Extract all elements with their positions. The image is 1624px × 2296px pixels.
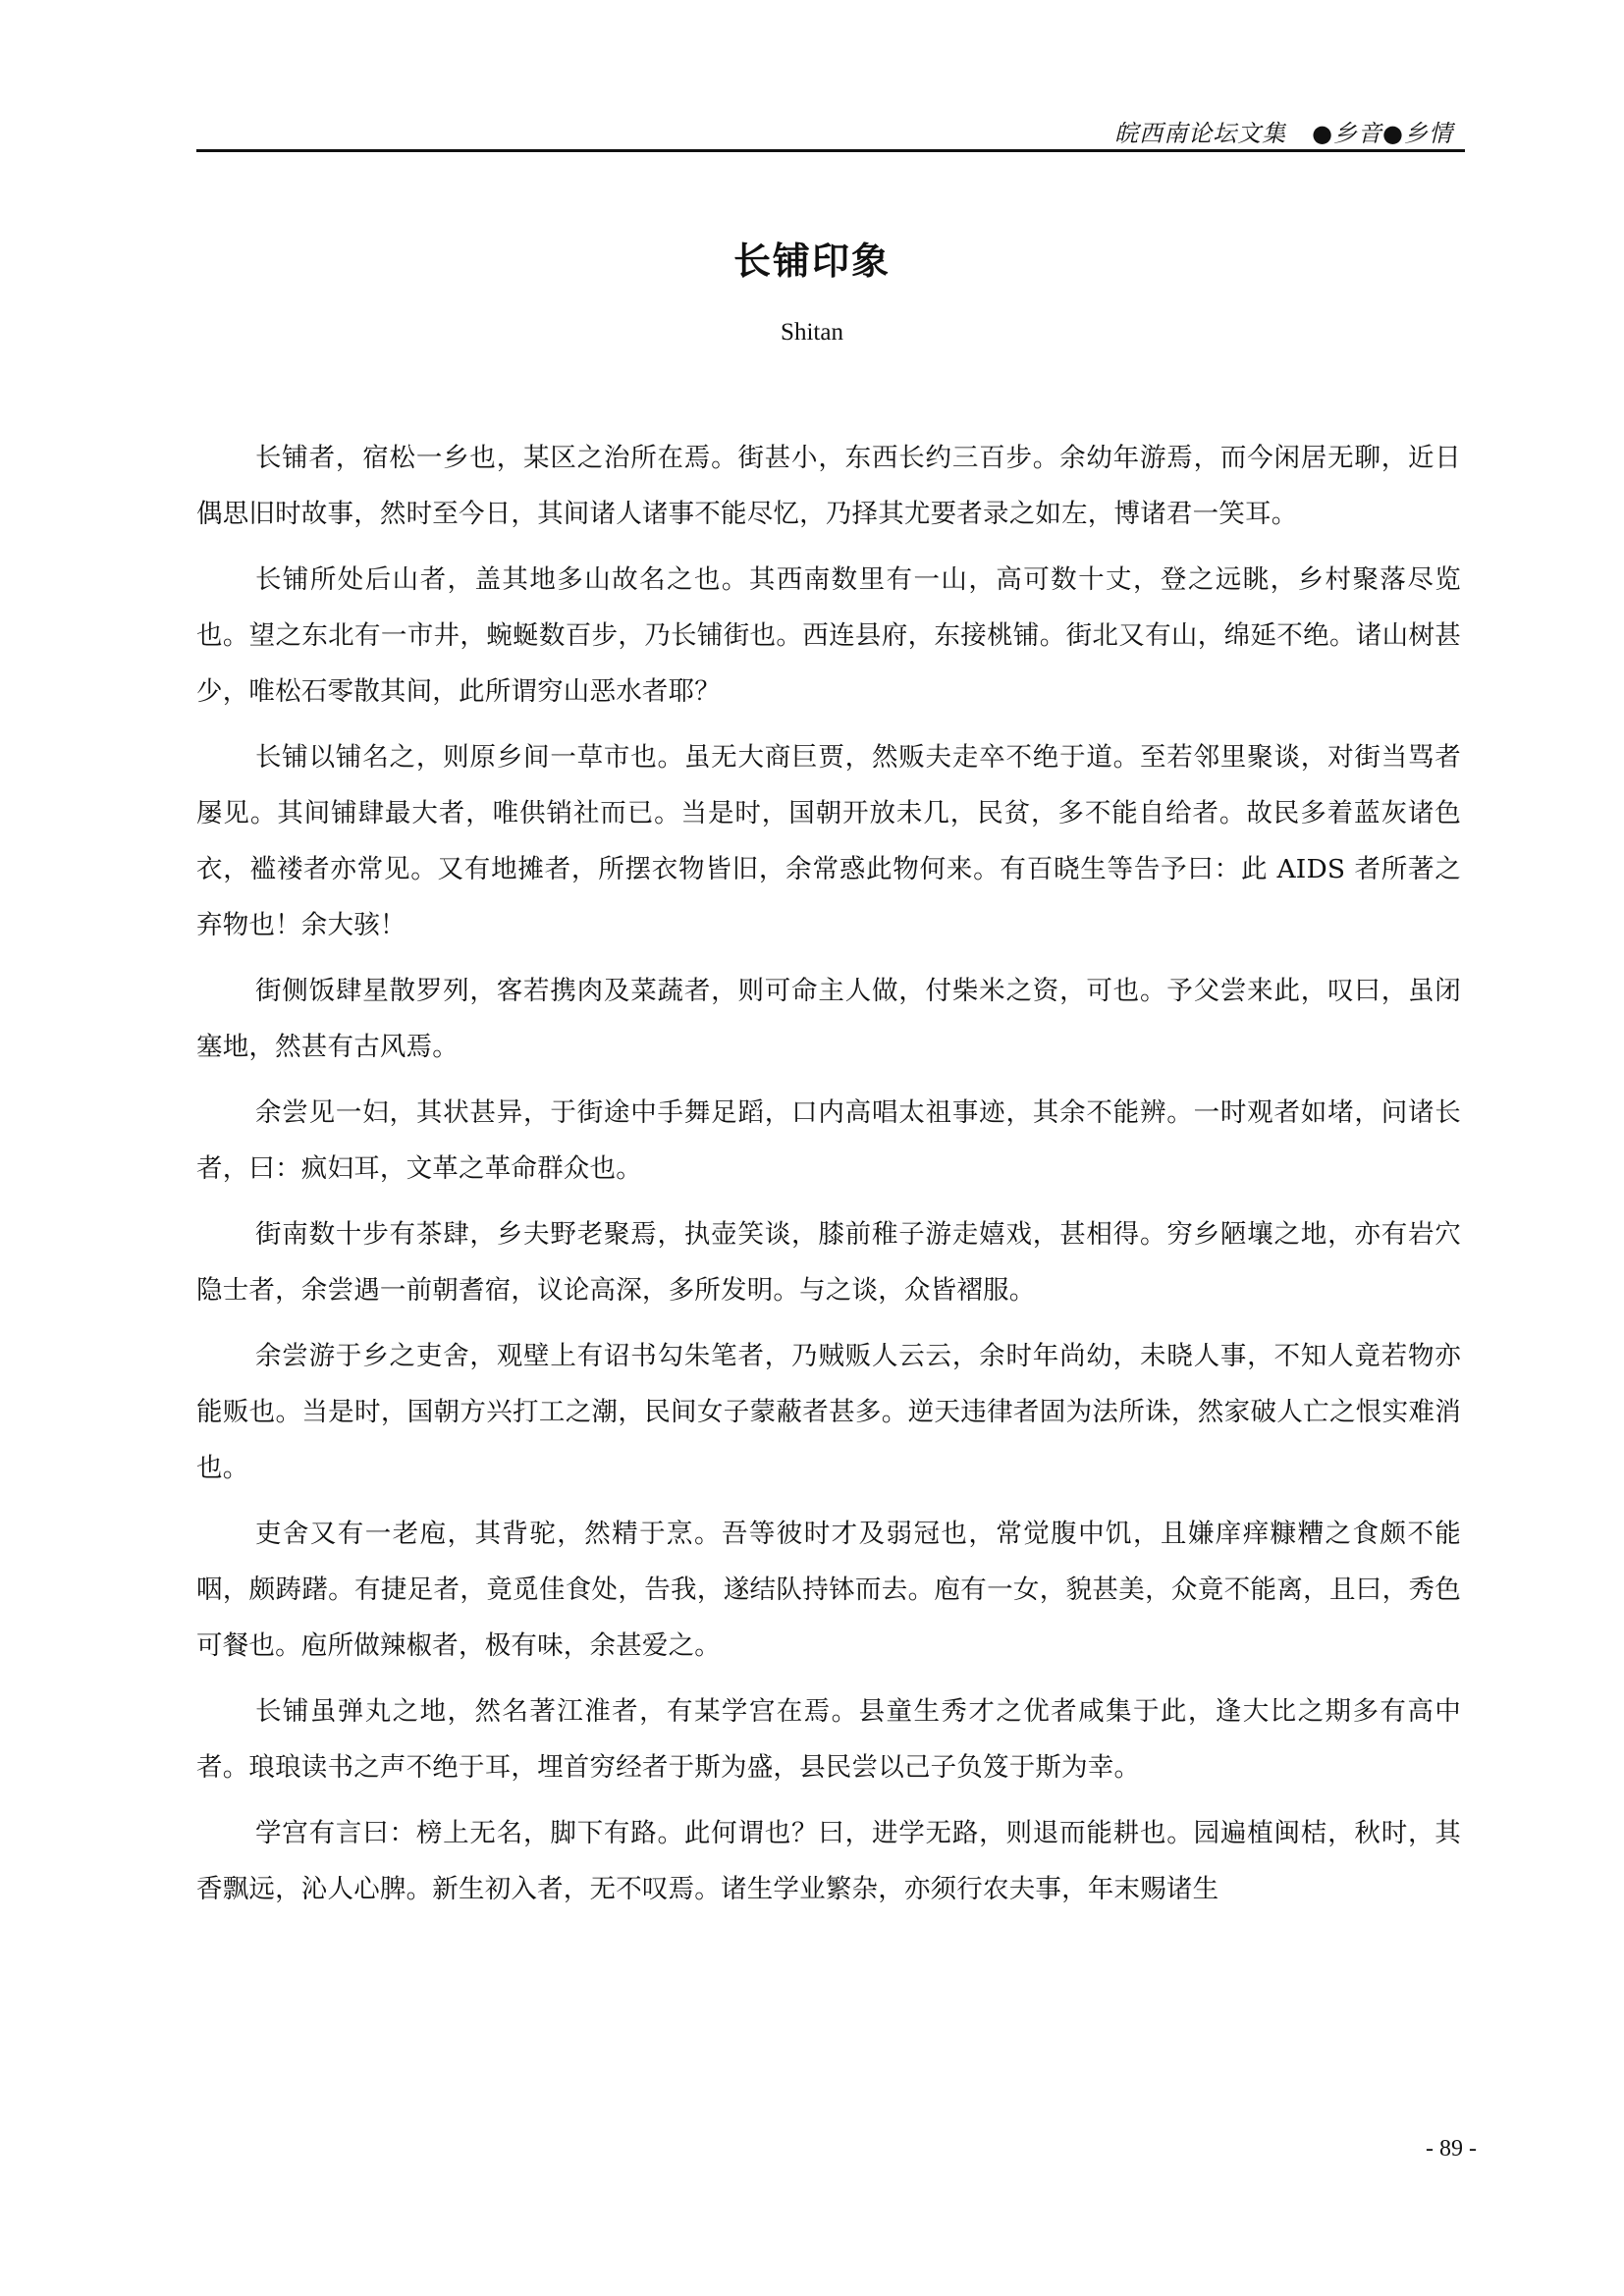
article-author: Shitan xyxy=(781,319,843,346)
article-body xyxy=(196,430,1461,1927)
paragraph: 长铺以铺名之，则原乡间一草市也。虽无大商巨贾，然贩夫走卒不绝于道。至若邻里聚谈，对街当骂者屡见。其间铺肆最大者，唯供销社而已。当是时，国朝开放未几，民贫，多不能自给者。故民多着蓝灰诸色衣，褴褛者亦常见。又有地摊者，所摆衣物皆旧，余常惑此物何来。有百晓生等告予曰：此 AIDS 者所著之弃物也！余大骇！ xyxy=(196,742,1461,940)
paragraph: 街南数十步有茶肆，乡夫野老聚焉，执壶笑谈，膝前稚子游走嬉戏，甚相得。穷乡陋壤之地，亦有岩穴隐士者，余尝遇一前朝耆宿，议论高深，多所发明。与之谈，众皆褶服。 xyxy=(196,1219,1461,1306)
paragraph: 余尝游于乡之吏舍，观壁上有诏书勾朱笔者，乃贼贩人云云，余时年尚幼，未晓人事，不知人竟若物亦能贩也。当是时，国朝方兴打工之潮，民间女子蒙蔽者甚多。逆天违律者固为法所诛，然家破人亡之恨实难消也。 xyxy=(196,1341,1461,1483)
running-header xyxy=(196,110,1465,152)
paragraph: 学宫有言曰：榜上无名，脚下有路。此何谓也？曰，进学无路，则退而能耕也。园遍植闽桔，秋时，其香飘远，沁人心脾。新生初入者，无不叹焉。诸生学业繁杂，亦须行农夫事，年末赐诸生 xyxy=(196,1818,1461,1904)
paragraph: 长铺者，宿松一乡也，某区之治所在焉。街甚小，东西长约三百步。余幼年游焉，而今闲居无聊，近日偶思旧时故事，然时至今日，其间诸人诸事不能尽忆，乃择其尤要者录之如左，博诸君一笑耳。 xyxy=(196,443,1461,529)
paragraph: 长铺所处后山者，盖其地多山故名之也。其西南数里有一山，高可数十丈，登之远眺，乡村聚落尽览也。望之东北有一市井，蜿蜒数百步，乃长铺街也。西连县府，东接桃铺。街北又有山，绵延不绝。诸山树甚少，唯松石零散其间，此所谓穷山恶水者耶？ xyxy=(196,564,1461,707)
paragraph: 街侧饭肆星散罗列，客若携肉及菜蔬者，则可命主人做，付柴米之资，可也。予父尝来此，叹曰，虽闭塞地，然甚有古风焉。 xyxy=(196,976,1461,1062)
section-name: ●乡音●乡情 xyxy=(1312,120,1453,147)
article-title: 长铺印象 xyxy=(732,240,891,283)
paragraph: 余尝见一妇，其状甚异，于街途中手舞足蹈，口内高唱太祖事迹，其余不能辨。一时观者如堵，问诸长者，曰：疯妇耳，文革之革命群众也。 xyxy=(196,1097,1461,1184)
paragraph: 吏舍又有一老庖，其背驼，然精于烹。吾等彼时才及弱冠也，常觉腹中饥，且嫌庠痒糠糟之食颇不能咽，颇踌躇。有捷足者，竟觅佳食处，告我，遂结队持钵而去。庖有一女，貌甚美，众竟不能离，且曰，秀色可餐也。庖所做辣椒者，极有味，余甚爱之。 xyxy=(196,1519,1461,1661)
page-number: - 89 - xyxy=(1426,2136,1477,2162)
paragraph: 长铺虽弹丸之地，然名著江淮者，有某学宫在焉。县童生秀才之优者咸集于此，逢大比之期多有高中者。琅琅读书之声不绝于耳，埋首穷经者于斯为盛，县民尝以己子负笈于斯为幸。 xyxy=(196,1696,1461,1783)
collection-name: 皖西南论坛文集 xyxy=(1114,120,1287,147)
running-header-text xyxy=(1114,114,1453,148)
